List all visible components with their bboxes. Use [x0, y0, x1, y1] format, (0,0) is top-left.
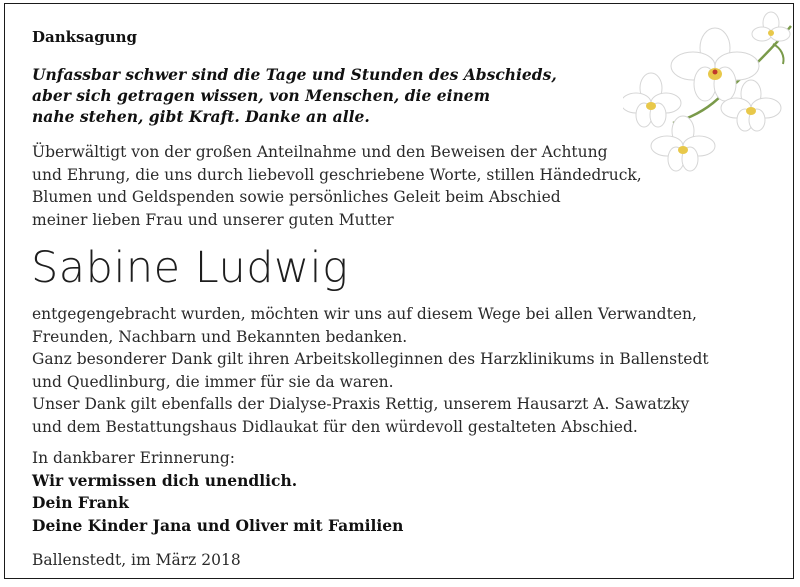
intro-text: [32, 141, 642, 231]
intro-line: meiner lieben Frau und unserer guten Mutter: [32, 210, 394, 229]
heading: Danksagung: [32, 28, 137, 46]
body-line: Unser Dank gilt ebenfalls der Dialyse-Praxis Rettig, unserem Hausarzt A. Sawatzky: [32, 395, 690, 413]
orchid-icon: [623, 8, 793, 178]
body-line: Freunden, Nachbarn und Bekannten bedanken.: [32, 327, 408, 346]
body-line: Ganz besonderer Dank gilt ihren Arbeitskolleginnen des Harzklinikums in Ballenstedt: [32, 350, 709, 368]
motto-line: Unfassbar schwer sind die Tage und Stunden des Abschieds,: [32, 65, 557, 84]
deceased-name: Sabine Ludwig: [31, 243, 349, 293]
place-date: Ballenstedt, im März 2018: [32, 551, 241, 569]
motto: [32, 64, 557, 127]
closing-line: Wir vermissen dich unendlich.: [32, 470, 298, 490]
closing-intro: In dankbarer Erinnerung:: [32, 449, 235, 467]
intro-line: Blumen und Geldspenden sowie persönliches Geleit beim Abschied: [32, 188, 561, 206]
body-line: und dem Bestattungshaus Didlaukat für den würdevoll gestalteten Abschied.: [32, 417, 638, 436]
body-line: und Quedlinburg, die immer für sie da waren.: [32, 372, 394, 391]
signature-children: Deine Kinder Jana und Oliver mit Familien: [32, 515, 404, 535]
motto-line: nahe stehen, gibt Kraft. Danke an alle.: [32, 107, 370, 126]
motto-line: aber sich getragen wissen, von Menschen, die einem: [32, 86, 490, 105]
body-line: entgegengebracht wurden, möchten wir uns auf diesem Wege bei allen Verwandten,: [32, 305, 697, 323]
intro-line: Überwältigt von der großen Anteilnahme und den Beweisen der Achtung: [32, 143, 608, 161]
intro-line: und Ehrung, die uns durch liebevoll geschriebene Worte, stillen Händedruck,: [32, 165, 642, 184]
closing: [32, 447, 403, 537]
obituary-card: [4, 3, 794, 579]
signature-spouse: Dein Frank: [32, 493, 129, 512]
body-text: [32, 303, 709, 438]
